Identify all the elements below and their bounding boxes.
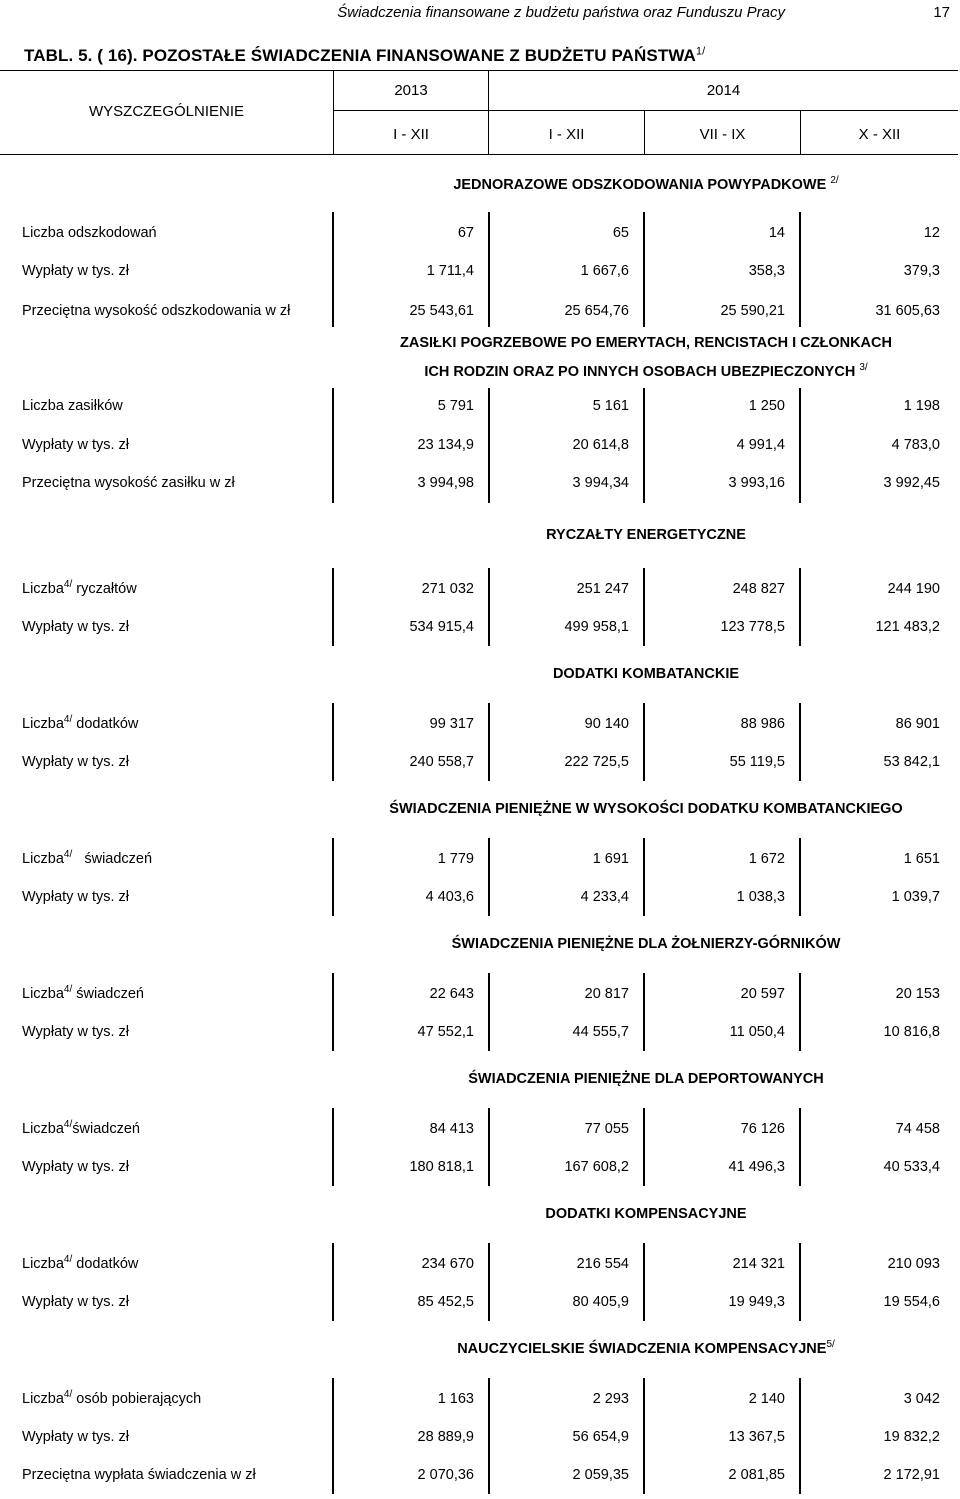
column-divider xyxy=(643,388,645,503)
section-heading xyxy=(334,335,958,351)
cell-value: 234 670 xyxy=(421,1256,474,1272)
row-label: Wypłaty w tys. zł xyxy=(22,889,130,905)
cell-value: 5 161 xyxy=(592,398,629,414)
header-bottom-rule xyxy=(0,154,958,155)
cell-value: 23 134,9 xyxy=(417,437,474,453)
cell-value: 1 163 xyxy=(437,1391,474,1407)
cell-value: 25 654,76 xyxy=(564,303,629,319)
cell-value: 80 405,9 xyxy=(572,1294,629,1310)
cell-value: 14 xyxy=(768,225,785,241)
cell-value: 55 119,5 xyxy=(729,754,785,770)
cell-value: 2 172,91 xyxy=(883,1467,940,1483)
row-label-suffix: dodatków xyxy=(72,716,139,732)
column-divider xyxy=(799,703,801,781)
row-label-text: Liczba xyxy=(22,851,64,867)
row-label xyxy=(22,851,152,867)
cell-value: 214 321 xyxy=(732,1256,785,1272)
cell-value: 240 558,7 xyxy=(409,754,474,770)
cell-value: 244 190 xyxy=(887,581,940,597)
column-divider xyxy=(643,1108,645,1186)
cell-value: 84 413 xyxy=(429,1121,474,1137)
row-label-footnote: 4/ xyxy=(63,984,73,996)
section-heading xyxy=(334,666,958,682)
section-heading-text: DODATKI KOMBATANCKIE xyxy=(552,666,740,682)
section-heading xyxy=(334,364,958,380)
section-heading xyxy=(334,936,958,952)
section-heading xyxy=(334,1206,958,1222)
cell-value: 1 691 xyxy=(592,851,629,867)
cell-value: 2 059,35 xyxy=(572,1467,629,1483)
cell-value: 210 093 xyxy=(887,1256,940,1272)
row-label-text: Liczba xyxy=(22,1121,64,1137)
row-label-footnote: 4/ xyxy=(63,579,73,591)
cell-value: 3 042 xyxy=(903,1391,940,1407)
stub-divider xyxy=(332,212,334,327)
column-divider xyxy=(488,838,490,916)
cell-value: 20 597 xyxy=(740,986,785,1002)
cell-value: 85 452,5 xyxy=(417,1294,474,1310)
cell-value: 4 991,4 xyxy=(736,437,785,453)
page-number: 17 xyxy=(933,4,950,21)
cell-value: 11 050,4 xyxy=(729,1024,785,1040)
cell-value: 4 403,6 xyxy=(425,889,474,905)
cell-value: 12 xyxy=(923,225,940,241)
row-label: Przeciętna wysokość zasiłku w zł xyxy=(22,475,235,491)
cell-value: 25 543,61 xyxy=(409,303,474,319)
cell-value: 1 038,3 xyxy=(736,889,785,905)
cell-value: 90 140 xyxy=(584,716,629,732)
row-label-footnote: 4/ xyxy=(63,1119,73,1131)
cell-value: 5 791 xyxy=(437,398,474,414)
cell-value: 2 081,85 xyxy=(728,1467,785,1483)
row-label: Liczba zasiłków xyxy=(22,398,123,414)
table-title xyxy=(24,46,705,66)
cell-value: 74 458 xyxy=(895,1121,940,1137)
running-header-title: Świadczenia finansowane z budżetu państwa oraz Funduszu Pracy xyxy=(337,4,785,21)
cell-value: 41 496,3 xyxy=(728,1159,785,1175)
row-label-footnote: 4/ xyxy=(63,849,73,861)
section-heading-footnote: 2/ xyxy=(830,175,839,187)
row-label xyxy=(22,581,137,597)
column-divider xyxy=(799,1378,801,1494)
cell-value: 13 367,5 xyxy=(728,1429,785,1445)
row-label-footnote: 4/ xyxy=(63,1389,73,1401)
section-heading xyxy=(334,527,958,543)
cell-value: 123 778,5 xyxy=(720,619,785,635)
stub-divider xyxy=(332,1378,334,1494)
cell-value: 88 986 xyxy=(740,716,785,732)
row-label xyxy=(22,716,138,732)
column-divider xyxy=(643,212,645,327)
cell-value: 167 608,2 xyxy=(564,1159,629,1175)
row-label-suffix: osób pobierających xyxy=(72,1391,202,1407)
column-divider xyxy=(643,838,645,916)
section-heading-text: NAUCZYCIELSKIE ŚWIADCZENIA KOMPENSACYJNE xyxy=(457,1341,827,1357)
cell-value: 20 614,8 xyxy=(572,437,629,453)
row-label-footnote: 4/ xyxy=(63,714,73,726)
section-heading-footnote: 5/ xyxy=(826,1339,835,1351)
cell-value: 499 958,1 xyxy=(564,619,629,635)
period-header: I - XII xyxy=(548,126,585,143)
section-heading-text: RYCZAŁTY ENERGETYCZNE xyxy=(546,527,746,543)
cell-value: 40 533,4 xyxy=(883,1159,940,1175)
column-divider xyxy=(799,212,801,327)
column-divider xyxy=(643,703,645,781)
row-label-text: Liczba xyxy=(22,1391,64,1407)
stub-divider xyxy=(332,703,334,781)
row-label xyxy=(22,1121,140,1137)
row-label-suffix: ryczałtów xyxy=(72,581,137,597)
year-2013: 2013 xyxy=(394,82,428,99)
cell-value: 3 994,34 xyxy=(572,475,629,491)
row-label: Liczba odszkodowań xyxy=(22,225,157,241)
row-label: Wypłaty w tys. zł xyxy=(22,619,130,635)
column-divider xyxy=(488,1243,490,1321)
cell-value: 28 889,9 xyxy=(417,1429,474,1445)
row-label-suffix: świadczeń xyxy=(72,1121,140,1137)
column-divider xyxy=(799,388,801,503)
period-header: X - XII xyxy=(858,126,901,143)
cell-value: 534 915,4 xyxy=(409,619,474,635)
column-divider xyxy=(643,568,645,646)
row-label xyxy=(22,986,144,1002)
row-label-text: Liczba xyxy=(22,716,64,732)
row-label: Wypłaty w tys. zł xyxy=(22,1024,130,1040)
cell-value: 1 250 xyxy=(748,398,785,414)
table-title-footnote: 1/ xyxy=(695,45,706,58)
stub-divider xyxy=(332,568,334,646)
row-label-suffix: świadczeń xyxy=(72,986,144,1002)
section-heading-text: JEDNORAZOWE ODSZKODOWANIA POWYPADKOWE xyxy=(453,177,827,193)
stub-divider xyxy=(332,1108,334,1186)
header-mid-rule xyxy=(334,110,958,111)
cell-value: 1 667,6 xyxy=(580,263,629,279)
cell-value: 20 153 xyxy=(895,986,940,1002)
cell-value: 56 654,9 xyxy=(572,1429,629,1445)
cell-value: 31 605,63 xyxy=(875,303,940,319)
row-label-text: Liczba xyxy=(22,581,64,597)
cell-value: 251 247 xyxy=(576,581,629,597)
column-divider xyxy=(643,973,645,1051)
row-label: Wypłaty w tys. zł xyxy=(22,1429,130,1445)
stub-divider xyxy=(332,1243,334,1321)
row-label: Przeciętna wypłata świadczenia w zł xyxy=(22,1467,256,1483)
row-label-suffix: dodatków xyxy=(72,1256,139,1272)
cell-value: 1 039,7 xyxy=(891,889,940,905)
row-label-suffix: świadczeń xyxy=(72,851,153,867)
cell-value: 76 126 xyxy=(740,1121,785,1137)
column-divider xyxy=(643,1378,645,1494)
cell-value: 65 xyxy=(612,225,629,241)
row-label: Wypłaty w tys. zł xyxy=(22,1159,130,1175)
row-label-text: Liczba xyxy=(22,1256,64,1272)
stub-divider xyxy=(332,388,334,503)
cell-value: 99 317 xyxy=(429,716,474,732)
header-top-rule xyxy=(0,70,958,71)
table-title-text: TABL. 5. ( 16). POZOSTAŁE ŚWIADCZENIA FINANSOWANE Z BUDŻETU PAŃSTWA xyxy=(24,46,696,65)
column-divider xyxy=(643,1243,645,1321)
period-header: VII - IX xyxy=(699,126,746,143)
cell-value: 19 949,3 xyxy=(728,1294,785,1310)
section-heading-text: ŚWIADCZENIA PIENIĘŻNE DLA DEPORTOWANYCH xyxy=(468,1071,824,1087)
column-divider xyxy=(488,1108,490,1186)
column-divider xyxy=(799,1108,801,1186)
cell-value: 379,3 xyxy=(903,263,940,279)
stub-header: WYSZCZEGÓLNIENIE xyxy=(88,103,245,120)
row-label: Przeciętna wysokość odszkodowania w zł xyxy=(22,303,291,319)
cell-value: 22 643 xyxy=(429,986,474,1002)
period-header: I - XII xyxy=(393,126,429,143)
section-heading-text: ICH RODZIN ORAZ PO INNYCH OSOBACH UBEZPIECZONYCH xyxy=(424,364,856,380)
year-2014: 2014 xyxy=(706,82,741,99)
cell-value: 2 140 xyxy=(748,1391,785,1407)
cell-value: 10 816,8 xyxy=(883,1024,940,1040)
cell-value: 44 555,7 xyxy=(572,1024,629,1040)
row-label-footnote: 4/ xyxy=(63,1254,73,1266)
row-label: Wypłaty w tys. zł xyxy=(22,437,130,453)
column-divider xyxy=(799,1243,801,1321)
cell-value: 25 590,21 xyxy=(720,303,785,319)
column-divider xyxy=(799,838,801,916)
cell-value: 1 711,4 xyxy=(426,263,474,279)
column-divider xyxy=(488,568,490,646)
cell-value: 86 901 xyxy=(895,716,940,732)
column-divider xyxy=(488,388,490,503)
stub-divider xyxy=(332,973,334,1051)
section-heading-footnote: 3/ xyxy=(859,362,868,374)
section-heading xyxy=(334,177,958,193)
stub-divider xyxy=(332,838,334,916)
cell-value: 77 055 xyxy=(584,1121,629,1137)
cell-value: 47 552,1 xyxy=(417,1024,474,1040)
row-label: Wypłaty w tys. zł xyxy=(22,263,130,279)
cell-value: 20 817 xyxy=(584,986,629,1002)
row-label xyxy=(22,1391,201,1407)
cell-value: 3 993,16 xyxy=(728,475,785,491)
cell-value: 2 293 xyxy=(592,1391,629,1407)
cell-value: 271 032 xyxy=(421,581,474,597)
cell-value: 2 070,36 xyxy=(417,1467,474,1483)
cell-value: 3 992,45 xyxy=(883,475,940,491)
column-divider xyxy=(488,1378,490,1494)
row-label xyxy=(22,1256,138,1272)
cell-value: 1 779 xyxy=(437,851,474,867)
cell-value: 53 842,1 xyxy=(883,754,940,770)
row-label-text: Liczba xyxy=(22,986,64,1002)
column-divider xyxy=(488,973,490,1051)
cell-value: 1 651 xyxy=(903,851,940,867)
cell-value: 1 198 xyxy=(903,398,940,414)
cell-value: 180 818,1 xyxy=(409,1159,474,1175)
cell-value: 358,3 xyxy=(748,263,785,279)
section-heading xyxy=(334,1341,958,1357)
row-label: Wypłaty w tys. zł xyxy=(22,754,130,770)
cell-value: 4 783,0 xyxy=(891,437,940,453)
cell-value: 4 233,4 xyxy=(580,889,629,905)
section-heading-text: ŚWIADCZENIA PIENIĘŻNE W WYSOKOŚCI DODATKU KOMBATANCKIEGO xyxy=(389,801,903,817)
column-divider xyxy=(488,212,490,327)
section-heading xyxy=(334,801,958,817)
section-heading-text: DODATKI KOMPENSACYJNE xyxy=(545,1206,747,1222)
column-divider xyxy=(799,568,801,646)
cell-value: 248 827 xyxy=(732,581,785,597)
section-heading-text: ZASIŁKI POGRZEBOWE PO EMERYTACH, RENCISTACH I CZŁONKACH xyxy=(400,335,892,351)
cell-value: 19 554,6 xyxy=(883,1294,940,1310)
cell-value: 222 725,5 xyxy=(564,754,629,770)
cell-value: 1 672 xyxy=(748,851,785,867)
cell-value: 216 554 xyxy=(576,1256,629,1272)
cell-value: 121 483,2 xyxy=(875,619,940,635)
cell-value: 67 xyxy=(457,225,474,241)
column-divider xyxy=(488,703,490,781)
cell-value: 19 832,2 xyxy=(883,1429,940,1445)
row-label: Wypłaty w tys. zł xyxy=(22,1294,130,1310)
section-heading xyxy=(334,1071,958,1087)
cell-value: 3 994,98 xyxy=(417,475,474,491)
column-divider xyxy=(799,973,801,1051)
section-heading-text: ŚWIADCZENIA PIENIĘŻNE DLA ŻOŁNIERZY-GÓRNIKÓW xyxy=(451,936,841,952)
